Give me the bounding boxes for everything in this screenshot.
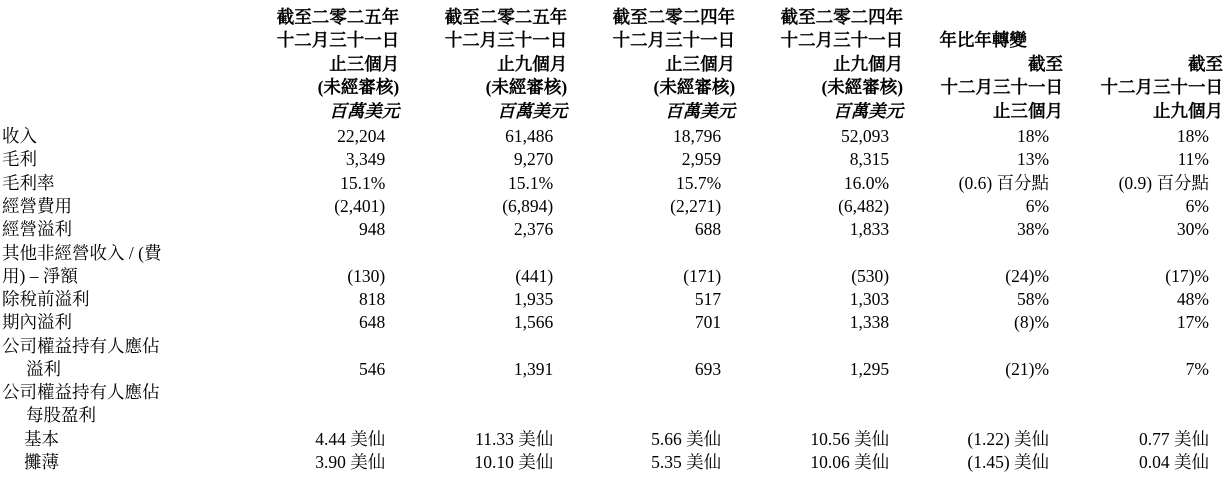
row-value [567, 381, 735, 428]
row-value: (6,894) [502, 195, 554, 216]
column-header-yoy-3m: 年比年轉變 截至 十二月三十一日 止三個月 [903, 6, 1063, 123]
column-header-3m-2025: 截至二零二五年 十二月三十一日 止三個月 (未經審核) 百萬美元 [276, 7, 400, 121]
table-row-eps-header [0, 381, 1223, 428]
row-value: 517 [694, 289, 722, 310]
row-value: 948 [359, 219, 386, 240]
row-label: 經營費用 [2, 195, 72, 216]
row-value: 1,391 [513, 358, 554, 379]
row-label: 除稅前溢利 [2, 289, 90, 310]
row-label-line2: 溢利 [26, 358, 61, 379]
row-value: 18% [1016, 126, 1050, 147]
row-value: 52,093 [841, 126, 890, 147]
row-value: 15.1% [508, 172, 554, 193]
row-value: 9,270 [513, 149, 554, 170]
row-value: 693 [694, 358, 722, 379]
row-value [399, 381, 567, 428]
row-value: 1,935 [513, 289, 554, 310]
row-value: 18,796 [673, 126, 722, 147]
row-value: 2,959 [681, 149, 722, 170]
row-value: 11.33 美仙 [475, 428, 554, 449]
row-label-line1: 公司權益持有人應佔 [2, 335, 160, 356]
column-header-yoy-9m: 截至 十二月三十一日 止九個月 [1100, 53, 1223, 121]
row-value: 61,486 [505, 126, 554, 147]
row-label [0, 381, 231, 428]
row-value: 3,349 [345, 149, 386, 170]
table-row-profit-before-tax [0, 288, 1223, 311]
row-value: (21)% [1005, 358, 1050, 379]
row-value: 7% [1185, 358, 1209, 379]
row-value: 5.66 美仙 [651, 428, 722, 449]
row-value: (24)% [1005, 265, 1050, 286]
table-header [0, 6, 1223, 125]
row-label: 期內溢利 [2, 312, 72, 333]
row-value: (17)% [1165, 265, 1209, 286]
row-value: 16.0% [843, 172, 890, 193]
row-value: (1.22) 美仙 [967, 428, 1050, 449]
row-value: 1,833 [849, 219, 890, 240]
row-value: 15.1% [340, 172, 386, 193]
row-value: 1,338 [849, 312, 890, 333]
row-value: 688 [694, 219, 722, 240]
table-row-revenue [0, 125, 1223, 148]
row-label: 收入 [2, 126, 37, 147]
row-value [1063, 381, 1223, 428]
row-value: 58% [1016, 289, 1050, 310]
table-row-operating-expenses [0, 195, 1223, 218]
row-value: 38% [1016, 219, 1050, 240]
row-value: 48% [1176, 289, 1209, 310]
row-value: (2,401) [334, 195, 386, 216]
row-label-line2: 每股盈利 [26, 405, 96, 426]
row-value: 648 [359, 312, 386, 333]
row-value [231, 381, 399, 428]
row-value: 30% [1176, 219, 1209, 240]
row-label [0, 242, 231, 289]
row-value [735, 381, 903, 428]
row-value: 546 [359, 358, 386, 379]
row-value: 1,295 [849, 358, 890, 379]
row-value: 11% [1177, 149, 1209, 170]
row-value: 5.35 美仙 [651, 451, 722, 472]
table-row-eps-basic [0, 428, 1223, 451]
table-body [0, 125, 1223, 474]
row-label: 毛利 [2, 149, 37, 170]
row-value: 13% [1016, 149, 1050, 170]
row-value: (441) [515, 265, 554, 286]
yoy-group-title: 年比年轉變 [939, 30, 1027, 51]
row-value: (6,482) [838, 195, 890, 216]
header-corner-blank [0, 6, 231, 123]
row-value: 22,204 [337, 126, 386, 147]
row-value: 0.77 美仙 [1139, 428, 1209, 449]
row-value: (8)% [1014, 312, 1050, 333]
row-label: 基本 [24, 428, 59, 449]
row-label: 攤薄 [24, 451, 59, 472]
table-row-gross-margin [0, 172, 1223, 195]
row-label [0, 335, 231, 382]
row-label-line1: 其他非經營收入 / (費 [2, 242, 162, 263]
row-value [903, 381, 1063, 428]
table-row-profit-for-period [0, 311, 1223, 334]
row-label-line1: 公司權益持有人應佔 [2, 382, 160, 403]
row-label-line2: 用) – 淨額 [2, 265, 78, 286]
row-value: 0.04 美仙 [1139, 451, 1209, 472]
row-value: 10.06 美仙 [810, 451, 890, 472]
row-value: (130) [347, 265, 386, 286]
row-value: 6% [1025, 195, 1050, 216]
table-row-eps-diluted [0, 451, 1223, 474]
row-value: 4.44 美仙 [315, 428, 386, 449]
financial-summary-table [0, 6, 1223, 474]
row-value: 6% [1185, 195, 1209, 216]
row-label: 經營溢利 [2, 219, 72, 240]
row-value: 3.90 美仙 [315, 451, 386, 472]
column-header-3m-2024: 截至二零二四年 十二月三十一日 止三個月 (未經審核) 百萬美元 [612, 7, 736, 121]
table-row-gross-profit [0, 148, 1223, 171]
column-header-9m-2024: 截至二零二四年 十二月三十一日 止九個月 (未經審核) 百萬美元 [780, 7, 904, 121]
row-value: 818 [359, 289, 386, 310]
row-value: 15.7% [675, 172, 722, 193]
row-value: 8,315 [849, 149, 890, 170]
row-value: (0.9) 百分點 [1118, 172, 1209, 193]
row-value: 10.56 美仙 [810, 428, 890, 449]
row-value: 18% [1176, 126, 1209, 147]
row-value: 1,566 [513, 312, 554, 333]
table-row-operating-profit [0, 218, 1223, 241]
row-value: 10.10 美仙 [474, 451, 554, 472]
row-value: 17% [1176, 312, 1209, 333]
row-value: 2,376 [513, 219, 554, 240]
row-value: (530) [851, 265, 890, 286]
header-row [0, 6, 1223, 123]
row-value: (0.6) 百分點 [958, 172, 1050, 193]
row-value: 701 [694, 312, 722, 333]
table-row-other-non-operating [0, 242, 1223, 289]
row-value: 1,303 [849, 289, 890, 310]
row-label: 毛利率 [2, 172, 55, 193]
row-value: (2,271) [670, 195, 722, 216]
column-header-9m-2025: 截至二零二五年 十二月三十一日 止九個月 (未經審核) 百萬美元 [444, 7, 568, 121]
row-value: (1.45) 美仙 [967, 451, 1050, 472]
row-value: (171) [683, 265, 722, 286]
table-row-profit-attributable [0, 335, 1223, 382]
